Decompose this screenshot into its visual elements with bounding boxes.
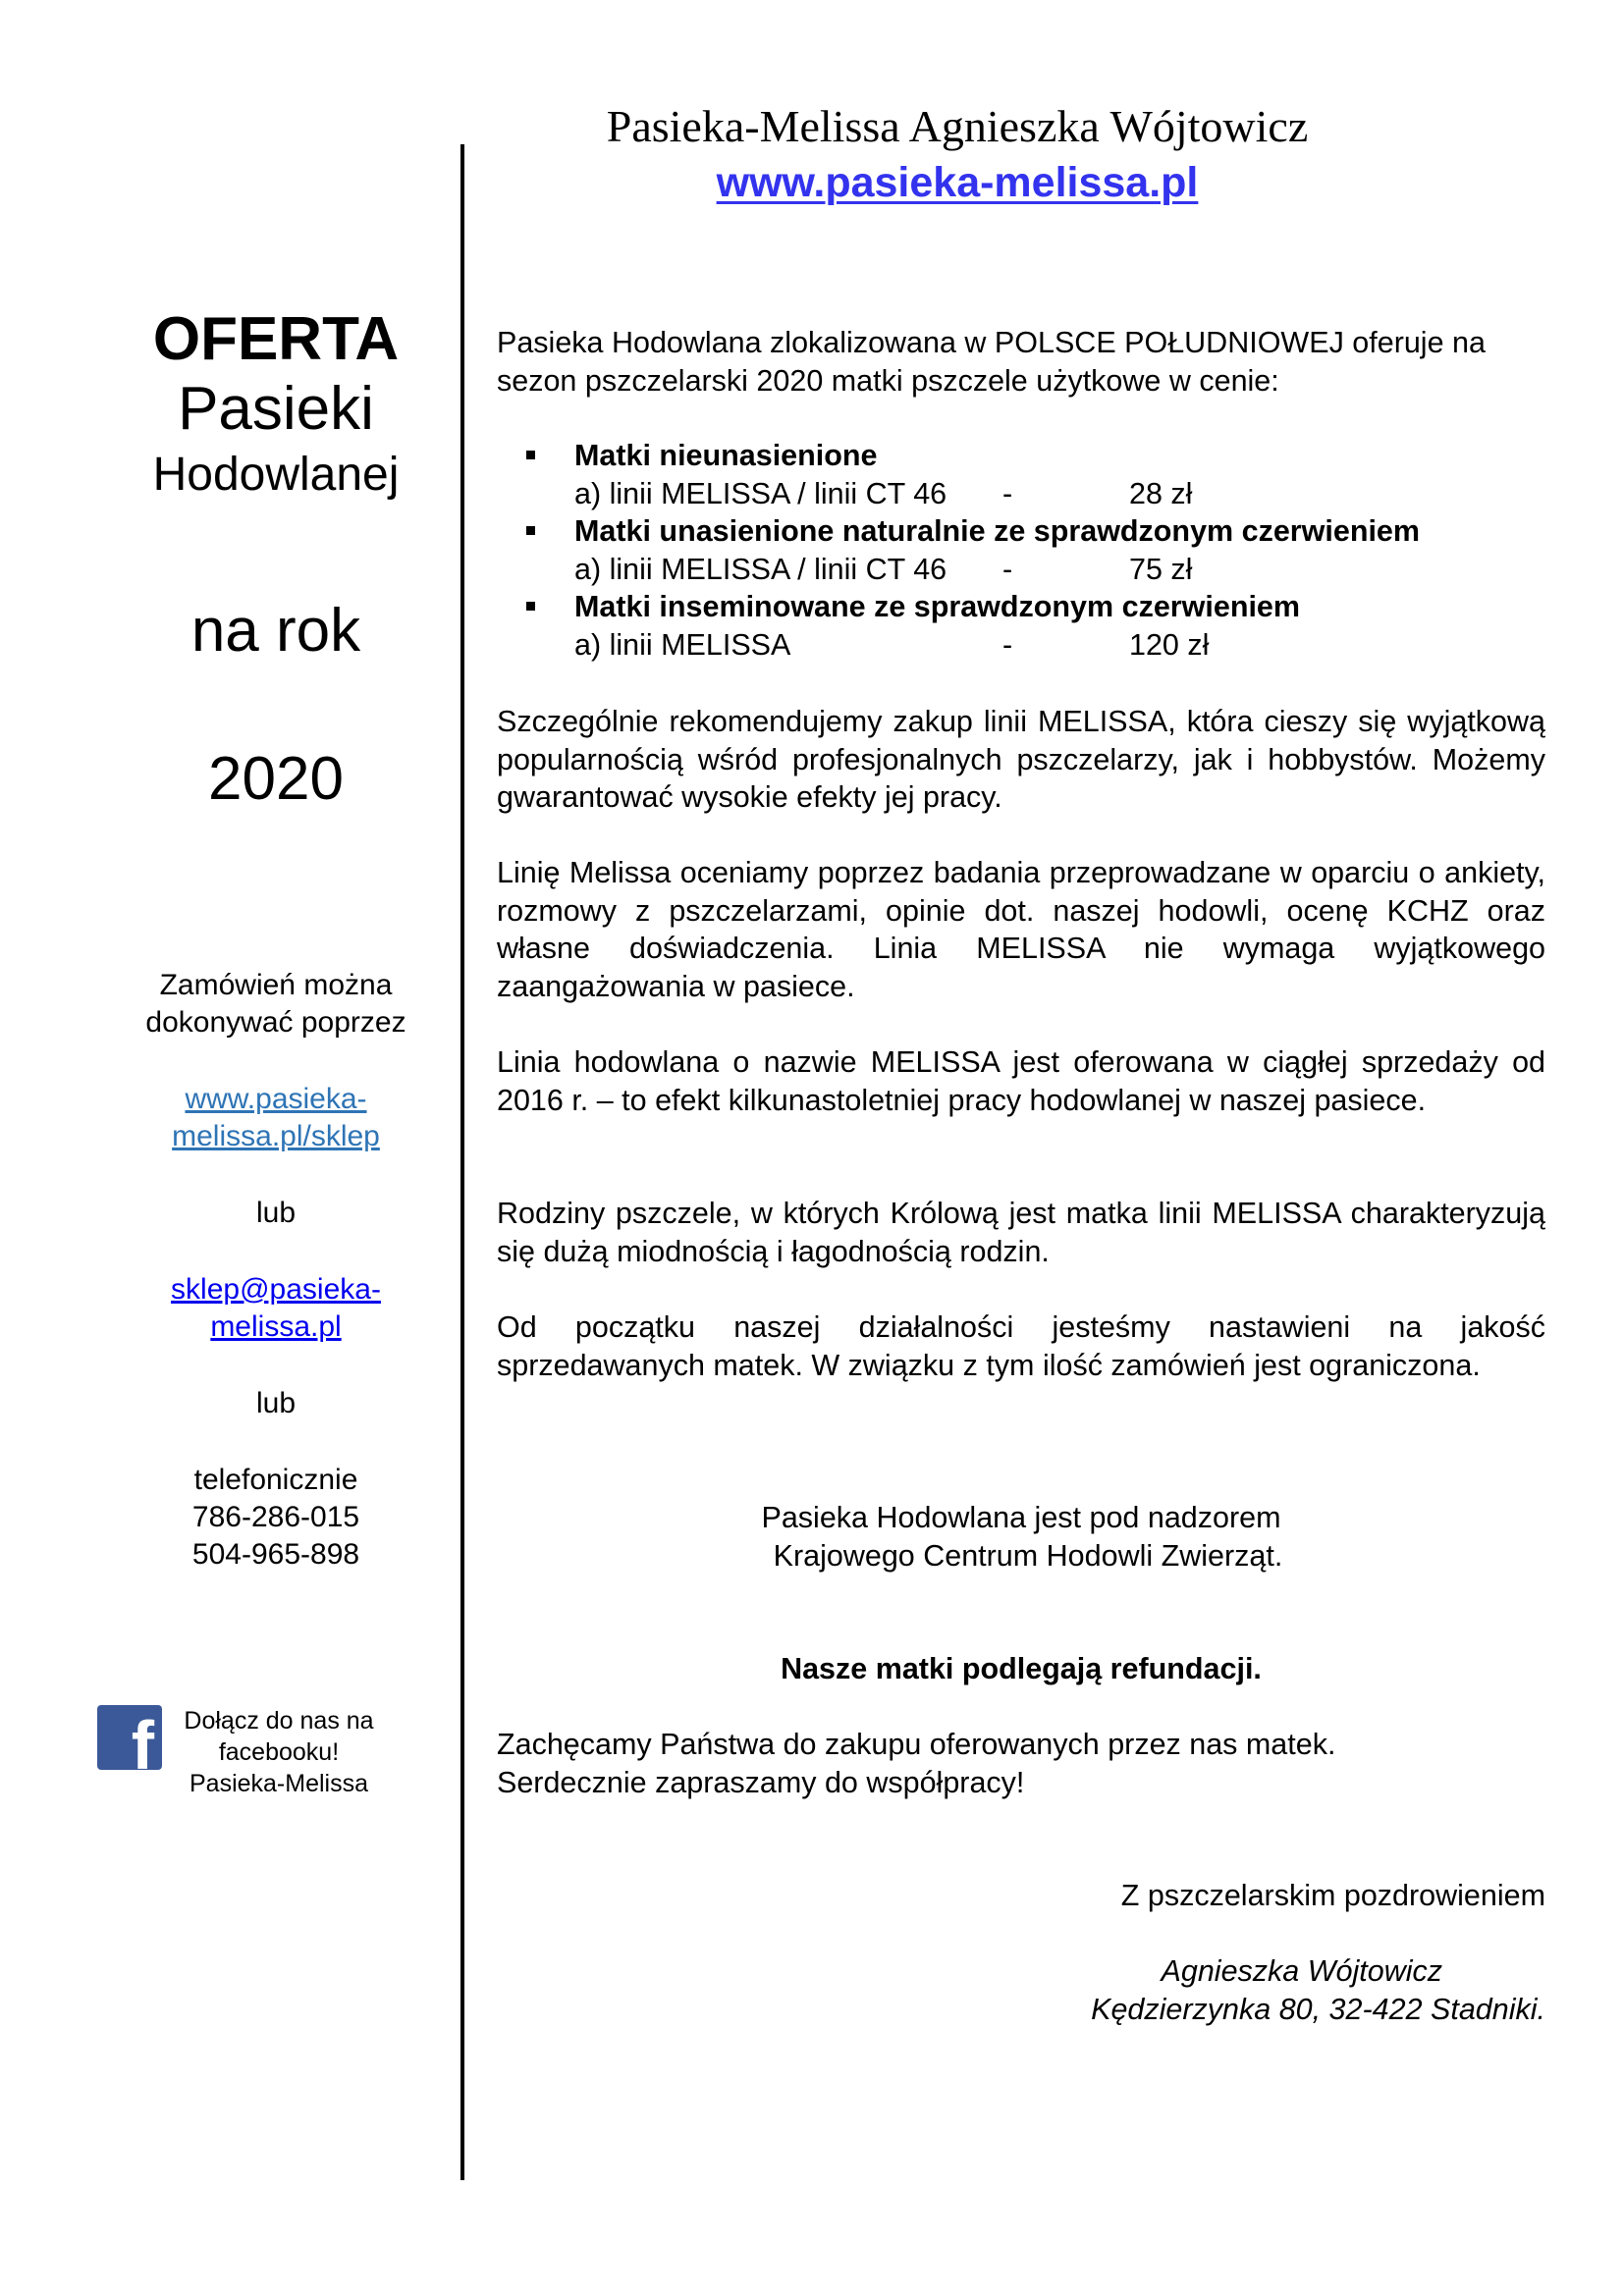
signature-address: Kędzierzynka 80, 32-422 Stadniki. bbox=[1091, 1992, 1545, 2026]
offer-name: Matki nieunasienione bbox=[574, 439, 878, 472]
bullet-icon bbox=[526, 602, 535, 611]
facebook-text-line: Dołącz do nas na bbox=[184, 1707, 374, 1735]
offer-subheading-2: Hodowlanej bbox=[152, 449, 400, 501]
column-divider bbox=[460, 144, 464, 2180]
invitation-line: Serdecznie zapraszamy do współpracy! bbox=[497, 1765, 1025, 1799]
offer-price: 75 zł bbox=[1129, 552, 1193, 586]
offer-item bbox=[497, 512, 1545, 588]
offer-variant: a) linii MELISSA bbox=[574, 627, 791, 662]
offer-item bbox=[497, 588, 1545, 664]
offer-variant: a) linii MELISSA / linii CT 46 bbox=[574, 476, 947, 510]
supervision-note bbox=[497, 1499, 1545, 1575]
offer-heading: OFERTA bbox=[152, 305, 400, 373]
refund-note: Nasze matki podlegają refundacji. bbox=[781, 1652, 1262, 1685]
paragraph-history: Linia hodowlana o nazwie MELISSA jest oferowana w ciągłej sprzedaży od 2016 r. – to efekt kilkunastoletniej pracy hodowlanej w naszej pasiece. bbox=[497, 1045, 1545, 1117]
invitation bbox=[497, 1726, 1335, 1801]
offer-subheading: Pasieki bbox=[178, 375, 374, 443]
company-name: Pasieka-Melissa Agnieszka Wójtowicz bbox=[606, 101, 1309, 151]
signature-name: Agnieszka Wójtowicz bbox=[1161, 1954, 1442, 1988]
offer-name: Matki inseminowane ze sprawdzonym czerwieniem bbox=[574, 590, 1300, 623]
offer-price: 28 zł bbox=[1129, 476, 1193, 510]
email-link-line[interactable]: sklep@pasieka- bbox=[171, 1273, 381, 1306]
website-link[interactable]: www.pasieka-melissa.pl bbox=[716, 159, 1199, 206]
offer-dash: - bbox=[1002, 476, 1013, 510]
order-info bbox=[94, 967, 458, 1574]
facebook-text-line: facebooku! bbox=[218, 1738, 340, 1766]
phone-label: telefonicznie bbox=[193, 1464, 358, 1496]
offer-dash: - bbox=[1002, 627, 1013, 662]
bullet-icon bbox=[526, 526, 535, 535]
or-separator: lub bbox=[255, 1197, 297, 1229]
paragraph-evaluation: Linię Melissa oceniamy poprzez badania przeprowadzane w oparciu o ankiety, rozmowy z pszczelarzami, opinie dot. naszej hodowli, ocenę KCHZ oraz własne doświadczenia. Linia MELISSA nie wymaga wyjątkowego zaangażowania w pasiece. bbox=[497, 856, 1545, 1003]
offer-list bbox=[497, 437, 1545, 664]
signature bbox=[1091, 1952, 1545, 2028]
supervision-line: Krajowego Centrum Hodowli Zwierząt. bbox=[773, 1538, 1283, 1573]
offer-price: 120 zł bbox=[1129, 627, 1210, 662]
email-link[interactable] bbox=[94, 1271, 458, 1346]
phone-number: 504-965-898 bbox=[191, 1538, 360, 1571]
offer-item bbox=[497, 437, 1545, 512]
intro-paragraph: Pasieka Hodowlana zlokalizowana w POLSCE POŁUDNIOWEJ oferuje na sezon pszczelarski 2020 matki pszczele użytkowe w cenie: bbox=[497, 326, 1486, 398]
order-intro-line: dokonywać poprzez bbox=[145, 1006, 406, 1039]
paragraph-colonies: Rodziny pszczele, w których Królową jest matka linii MELISSA charakteryzują się dużą miodnością i łagodnością rodzin. bbox=[497, 1197, 1545, 1268]
paragraph-recommendation: Szczególnie rekomendujemy zakup linii MELISSA, która cieszy się wyjątkową popularnością wśród profesjonalnych pszczelarzy, jak i hobbystów. Możemy gwarantować wysokie efekty jej pracy. bbox=[497, 705, 1545, 814]
or-separator: lub bbox=[255, 1387, 297, 1419]
supervision-line: Pasieka Hodowlana jest pod nadzorem bbox=[761, 1501, 1281, 1534]
offer-variant: a) linii MELISSA / linii CT 46 bbox=[574, 552, 947, 586]
offer-title bbox=[94, 304, 458, 507]
signoff: Z pszczelarskim pozdrowieniem bbox=[1120, 1879, 1545, 1912]
offer-name: Matki unasienione naturalnie ze sprawdzonym czerwieniem bbox=[574, 514, 1421, 548]
bullet-icon bbox=[526, 451, 535, 459]
year-label: na rok bbox=[190, 597, 361, 665]
shop-link-line[interactable]: www.pasieka- bbox=[185, 1083, 367, 1115]
shop-link[interactable] bbox=[94, 1081, 458, 1155]
shop-link-line[interactable]: melissa.pl/sklep bbox=[172, 1120, 380, 1152]
order-intro-line: Zamówień można bbox=[159, 969, 393, 1001]
email-link-line[interactable]: melissa.pl bbox=[210, 1310, 342, 1343]
year: 2020 bbox=[208, 745, 344, 813]
invitation-line: Zachęcamy Państwa do zakupu oferowanych przez nas matek. bbox=[497, 1728, 1336, 1761]
letterhead bbox=[461, 98, 1453, 210]
offer-dash: - bbox=[1002, 552, 1013, 586]
paragraph-quality: Od początku naszej działalności jesteśmy nastawieni na jakość sprzedawanych matek. W związku z tym ilość zamówień jest ograniczona. bbox=[497, 1310, 1545, 1382]
facebook-text bbox=[170, 1705, 388, 1799]
facebook-icon[interactable]: f bbox=[97, 1705, 162, 1770]
facebook-page-name: Pasieka-Melissa bbox=[189, 1770, 368, 1797]
phone-number: 786-286-015 bbox=[191, 1501, 360, 1533]
facebook-promo[interactable] bbox=[97, 1705, 431, 1813]
